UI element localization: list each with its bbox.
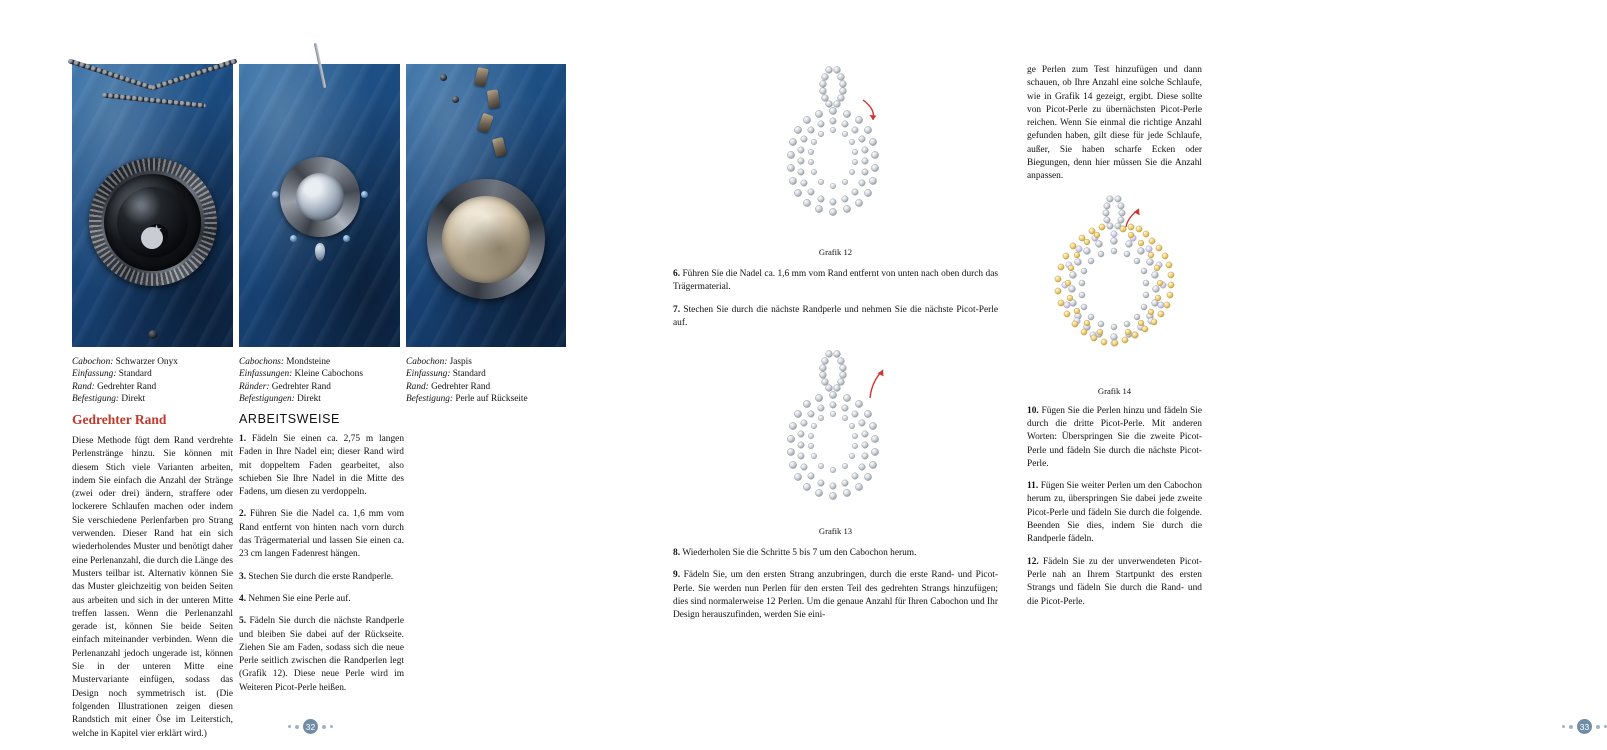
step-item xyxy=(1027,556,1202,609)
caption-label: Befestigung: xyxy=(72,394,119,405)
continued-paragraph: ge Perlen zum Test hinzufügen und dann schauen, ob Ihre Anzahl eine solche Schlaufe, wie in Grafik 14 gezeigt, ergibt. Diese sollte von Picot-Perle zu übernächsten Picot-Perle reichen. Wenn Sie einmal die richtige Anzahl gefunden haben, gilt diese für jede Schlaufe, außer, Sie haben scharfe Ecken oder Biegungen, denn hier müssen Sie die Anzahl anpassen. xyxy=(1027,65,1202,182)
right-page xyxy=(637,0,1590,750)
folio-left xyxy=(288,719,333,734)
step-number: 3. xyxy=(239,571,247,582)
caption-label: Befestigung: xyxy=(406,394,453,405)
step-number: 11. xyxy=(1027,481,1039,492)
step-text: Fädeln Sie einen ca. 2,75 m langen Faden in Ihre Nadel ein; dieser Rand wird mit doppeltem Faden gearbeitet, also schieben Sie Ihre Nadel in die Mitte des Fadens, um diesen zu verdoppeln. xyxy=(239,434,405,498)
figure-grafik-13 xyxy=(771,348,901,537)
figure-grafik-12 xyxy=(771,64,901,257)
step-text: Fädeln Sie zu der unverwendeten Picot-Perle nah an Ihrem Startpunkt des ersten Strangs und fädeln Sie durch die Rand- und die Picot-Perle. xyxy=(1027,556,1202,607)
figure-caption: Grafik 13 xyxy=(818,526,853,537)
step-item xyxy=(239,571,404,584)
step-number: 6. xyxy=(673,269,681,279)
left-page xyxy=(0,0,637,750)
step-item xyxy=(673,268,998,295)
right-inner-column xyxy=(673,64,998,632)
step-number: 10. xyxy=(1027,405,1039,416)
folio-dot xyxy=(322,725,326,729)
accent-bead xyxy=(452,96,459,103)
pendant-moonstone xyxy=(272,131,368,281)
pendant-jasper xyxy=(427,179,545,299)
folio-dot xyxy=(330,725,333,728)
figure-grafik-14 xyxy=(1027,193,1202,396)
caption-value: Perle auf Rückseite xyxy=(455,394,528,405)
grafik-12-drawing xyxy=(771,64,901,239)
step-text: Fädeln Sie durch die nächste Randperle und bleiben Sie dabei auf der Rückseite. Ziehen Sie am Faden, sodass sich die neue Perle seitlich zwischen die Randperlen legt (Grafik 12). Diese neue Perle wird im Weiteren Picot-Perle heißen. xyxy=(239,616,405,693)
grafik-14-drawing xyxy=(1027,193,1202,378)
drop-bead xyxy=(315,243,325,261)
caption-value: Standard xyxy=(118,369,152,380)
caption-value: Gedrehter Rand xyxy=(431,381,491,392)
step-number: 4. xyxy=(239,593,247,604)
folio-dot xyxy=(295,725,299,729)
figure-caption: Grafik 12 xyxy=(818,247,853,257)
caption-label: Cabochon: xyxy=(72,357,114,367)
arrow-head xyxy=(869,115,876,120)
beaded-bezel-ring xyxy=(280,157,360,237)
caption-photo-1 xyxy=(72,356,233,406)
step-item xyxy=(1027,405,1202,471)
pendant-black-onyx xyxy=(89,158,217,286)
drop-bead xyxy=(148,330,157,339)
folio-right xyxy=(1562,719,1607,734)
page-number: 32 xyxy=(303,719,318,734)
photo-row xyxy=(72,64,566,347)
caption-label: Einfassung: xyxy=(406,369,451,380)
step-text: Wiederholen Sie die Schritte 5 bis 7 um den Cabochon herum. xyxy=(682,548,917,559)
folio-dot xyxy=(1562,725,1565,728)
arrow-head xyxy=(1134,209,1140,215)
beaded-bezel-ring xyxy=(427,179,545,299)
step-item xyxy=(673,547,998,560)
caption-photo-2 xyxy=(239,356,400,406)
section-arbeitsweise xyxy=(239,412,404,704)
grafik-13-drawing xyxy=(771,348,901,518)
step-number: 2. xyxy=(239,509,247,520)
photo-pendant-moonstone xyxy=(239,64,400,347)
step-number: 12. xyxy=(1027,556,1039,567)
step-text: Fädeln Sie, um den ersten Strang anzubringen, durch die erste Rand- und Picot-Perle. Sie werden nun Perlen für den ersten Teil des gedrehten Strangs hinzufügen; dies sind normalerweise 12 Perlen. Um die genaue Anzahl für Ihren Cabochon und Ihr Design herauszufinden, werden Sie eini- xyxy=(673,570,999,621)
section-gedrehter-rand xyxy=(72,412,233,750)
caption-label: Ränder: xyxy=(239,381,270,392)
caption-value: Standard xyxy=(452,369,486,380)
step-item xyxy=(673,304,998,331)
caption-photo-3 xyxy=(406,356,567,406)
folio-dot xyxy=(1596,725,1600,729)
caption-value: Jaspis xyxy=(449,357,472,367)
caption-label: Einfassungen: xyxy=(239,369,293,380)
caption-label: Befestigungen: xyxy=(239,394,295,405)
caption-value: Kleine Cabochons xyxy=(294,369,363,380)
caption-label: Cabochon: xyxy=(406,357,448,367)
step-number: 5. xyxy=(239,616,247,627)
photo-captions xyxy=(72,356,572,406)
tube-bead xyxy=(487,89,500,108)
accent-bead xyxy=(343,235,350,242)
step-text: Führen Sie die Nadel ca. 1,6 mm vom Rand entfernt von unten nach oben durch das Trägermaterial. xyxy=(673,269,999,293)
step-text: Führen Sie die Nadel ca. 1,6 mm vom Rand entfernt von hinten nach vorn durch das Trägermaterial und lassen Sie einen ca. 23 cm langen Fadenrest hängen. xyxy=(239,509,405,560)
photo-pendant-jasper xyxy=(406,64,566,347)
section-heading: ARBEITSWEISE xyxy=(239,412,340,426)
accent-bead xyxy=(361,191,368,198)
section-paragraph: Diese Methode fügt dem Rand verdrehte Perlenstränge hinzu. Sie können mit diesem Stich viele Varianten arbeiten, indem Sie einfach die Anzahl der Stränge (zwei oder drei) ändern, straffere oder lockerere Schlaufen machen oder indem Sie verschiedene Perlenfarben pro Strang verwenden. Dieser Rand hat ein sich wiederholendes Muster und benötigt daher eine Perlenanzahl, die durch die Länge des Musters teilbar ist. Alternativ können Sie das Muster gleichzeitig von beiden Seiten aus arbeiten und sich in der unteren Mitte treffen lassen. Wenn die Perlenanzahl gerade ist, können Sie beide Seiten einfach miteinander verbinden. Wenn die Perlenanzahl jedoch ungerade ist, können Sie in der unteren Mitte eine Mustervariante einfügen, sodass das Design noch symmetrisch ist. (Die folgenden Illustrationen zeigen diesen Randstich mit einer Öse im Leiterstich, welche in Kapitel vier erklärt wird.) xyxy=(72,436,233,739)
caption-label: Rand: xyxy=(72,381,95,392)
cabochon-surface xyxy=(117,187,189,259)
step-item xyxy=(1027,480,1202,546)
step-number: 8. xyxy=(673,548,681,559)
step-text: Nehmen Sie eine Perle auf. xyxy=(248,593,351,604)
step-text: Stechen Sie durch die nächste Randperle und nehmen Sie die nächste Picot-Perle auf. xyxy=(673,304,998,328)
caption-value: Mondsteine xyxy=(286,357,331,367)
cabochon-moonstone xyxy=(296,173,344,221)
right-outer-column xyxy=(1027,64,1202,618)
section-heading: Gedrehter Rand xyxy=(72,412,167,427)
folio-dot xyxy=(1569,725,1573,729)
figure-caption: Grafik 14 xyxy=(1097,385,1132,396)
caption-value: Direkt xyxy=(121,394,146,405)
step-number: 9. xyxy=(673,570,681,581)
caption-label: Cabochons: xyxy=(239,357,284,367)
photo-pendant-black-onyx xyxy=(72,64,233,347)
page-number: 33 xyxy=(1577,719,1592,734)
step-item xyxy=(239,615,404,695)
caption-value: Gedrehter Rand xyxy=(271,381,331,392)
step-number: 1. xyxy=(239,434,247,444)
cabochon-jasper xyxy=(442,196,529,282)
accent-bead xyxy=(290,235,297,242)
accent-bead xyxy=(440,74,447,81)
step-item xyxy=(239,593,404,606)
step-text: Fügen Sie die Perlen hinzu und fädeln Sie durch die dritte Picot-Perle. Mit anderen Worten: Überspringen Sie die zweite Picot-Perle und fädeln Sie durch die nächste Picot-Perle. xyxy=(1027,405,1203,469)
step-text: Stechen Sie durch die erste Randperle. xyxy=(248,571,394,582)
caption-label: Einfassung: xyxy=(72,369,117,380)
caption-label: Rand: xyxy=(406,381,429,392)
folio-dot xyxy=(288,725,291,728)
step-item xyxy=(239,508,404,561)
caption-value: Direkt xyxy=(297,394,321,405)
step-item xyxy=(673,569,998,622)
caption-value: Schwarzer Onyx xyxy=(115,357,178,367)
step-text: Fügen Sie weiter Perlen um den Cabochon herum zu, überspringen Sie dabei jede zweite Picot-Perle und fädeln Sie durch die folgende. Beenden Sie dies, indem Sie durch die Randperle fädeln. xyxy=(1027,481,1202,545)
caption-value: Gedrehter Rand xyxy=(97,381,157,392)
step-item xyxy=(239,433,404,499)
accent-bead xyxy=(272,191,279,198)
step-number: 7. xyxy=(673,304,681,315)
